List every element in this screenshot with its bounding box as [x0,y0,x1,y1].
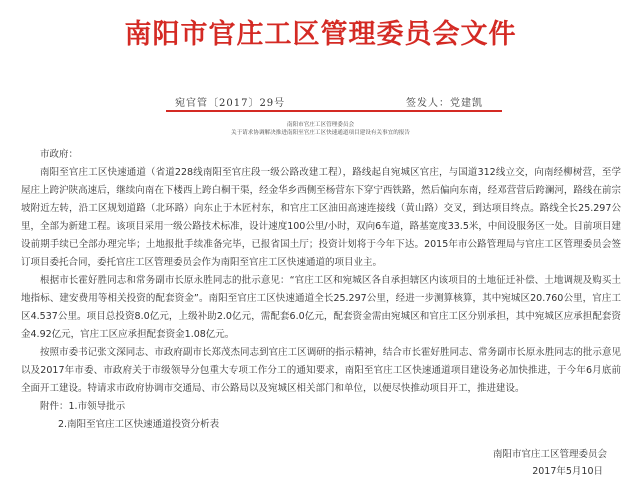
report-title: 关于请求协调解决推进南阳至官庄工区快速通道项目建设有关事宜的报告 [230,130,410,136]
attachment-2: 2.南阳至官庄工区快速通道投资分析表 [58,419,220,430]
report-issuer: 南阳市官庄工区管理委员会 [286,122,355,128]
document-number: 宛官管〔2017〕29号 [175,98,286,109]
document-header-title: 南阳市官庄工区管理委员会文件 [124,19,517,50]
salutation: 市政府： [40,149,79,160]
signature-organization: 南阳市官庄工区管理委员会 [492,449,607,460]
header-divider [166,110,502,112]
signature-date: 2017年5月10日 [532,466,603,477]
paragraph-1: 南阳至官庄工区快速通道（省道228线南阳至官庄段一级公路改建工程），路线起自宛城区官庄，与国道312线立交，向南经柳树营，至学屋庄上跨沪陕高速后，继续向南在下楼西上跨白桐干渠，经金华乡西侧至杨营东下穿宁西铁路，然后偏向东南，经邓营营后跨澜河，路线在前宗坡附近左转，沿工区规划道路（北环路）向东止于木匠村东，和官庄工区油田高速连接线（黄山路）交叉，到达项目终点。路线全长25.297公里，全部为新建工程。该项目采用一级公路技术标准，设计速度100公里/小时，双向6车道，路基宽度33.5米，中间设服务区一处。目前项目建设前期手续已全部办理完毕；土地报批手续准备完毕，已报省国土厅；投资计划将于今年下达。2015年市公路管理局与官庄工区管理委员会签订项目委托合同，委托官庄工区管理委员会作为南阳至官庄工区快速通道的项目业主。 [21,167,621,268]
attachment-1: 附件：1.市领导批示 [40,401,126,412]
document-body [21,146,621,434]
paragraph-2: 根据市长霍好胜同志和常务副市长原永胜同志的批示意见：“官庄工区和宛城区各自承担辖区内该项目的土地征迁补偿、土地调规及购买土地指标、建安费用等相关投资的配套资金”。南阳至官庄工区快速通道全长25.297公里，经进一步测算核算，其中宛城区20.760公里，官庄工区4.537公里。项目总投资8.0亿元，上级补助2.0亿元，需配套6.0亿元，配套资金需由宛城区和官庄工区分别承担，其中宛城区应承担配套资金4.92亿元，官庄工区应承担配套资金1.08亿元。 [21,275,621,340]
paragraph-3: 按照市委书记张文深同志、市政府副市长郑茂杰同志到官庄工区调研的指示精神，结合市长霍好胜同志、常务副市长原永胜同志的批示意见以及2017年市委、市政府关于市级领导分包重大专项工作分工的通知要求，南阳至官庄工区快速通道项目建设务必加快推进，于今年6月底前全面开工建设。特请求市政府协调市交通局、市公路局以及宛城区相关部门和单位，以便尽快推动项目开工，推进建设。 [21,347,621,394]
document-signer: 签发人：党建凯 [406,98,483,109]
